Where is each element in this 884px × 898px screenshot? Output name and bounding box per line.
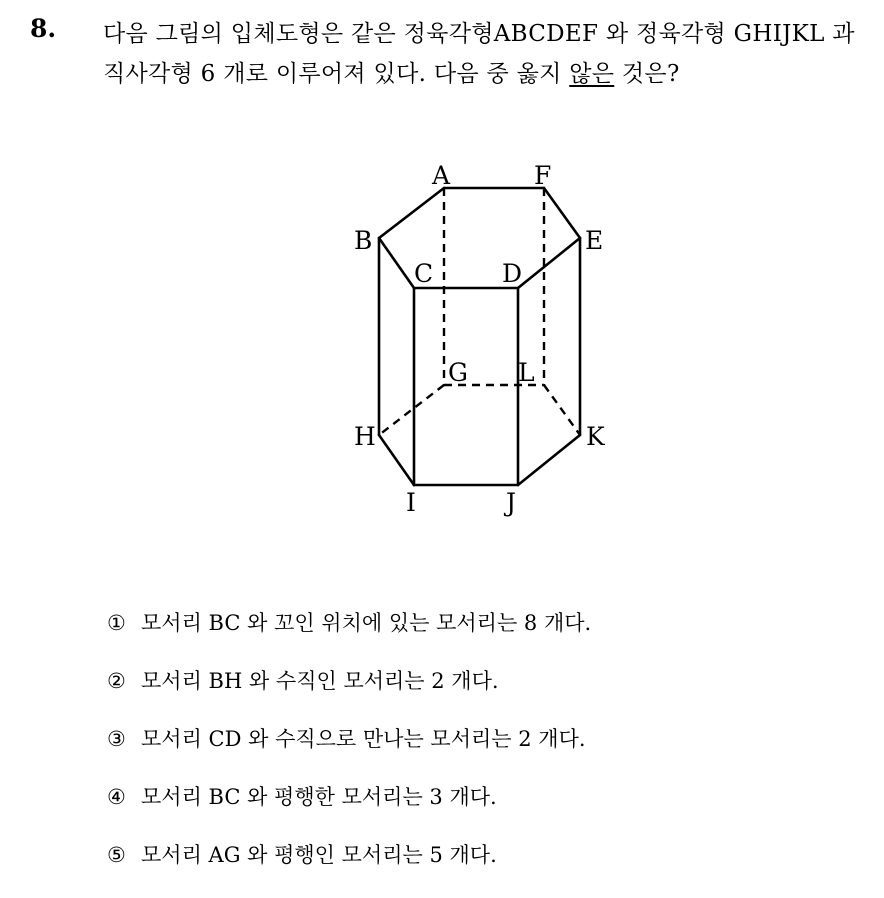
edge-FE <box>544 188 580 238</box>
question-stem-end: 것은? <box>614 61 680 87</box>
edge-HI <box>379 435 414 485</box>
choice-text: 모서리 AG 와 평행인 모서리는 5 개다. <box>141 843 497 867</box>
vertex-label-I: I <box>406 488 416 517</box>
vertex-label-F: F <box>534 161 552 190</box>
edge-BA <box>379 188 444 238</box>
question-stem-text: 다음 그림의 입체도형은 같은 정육각형ABCDEF 와 정육각형 GHIJKL 과 직사각형 6 개로 이루어져 있다. 다음 중 옳지 <box>103 21 855 87</box>
choice-marker: ① <box>107 611 126 635</box>
choice-marker: ③ <box>107 727 126 751</box>
hidden-edge-GH <box>379 385 444 435</box>
answer-choices <box>107 608 591 898</box>
choice-text: 모서리 BC 와 꼬인 위치에 있는 모서리는 8 개다. <box>141 611 592 635</box>
vertex-label-K: K <box>586 422 605 451</box>
vertex-label-G: G <box>448 358 468 387</box>
choice-marker: ② <box>107 669 126 693</box>
vertex-label-B: B <box>354 226 373 255</box>
vertex-label-J: J <box>506 488 517 517</box>
question-stem-emphasis: 않은 <box>569 61 615 87</box>
edge-CB <box>379 238 414 288</box>
choice-4[interactable] <box>107 782 591 840</box>
hidden-edge-LK <box>544 385 580 435</box>
choice-marker: ⑤ <box>107 843 126 867</box>
vertex-label-C: C <box>414 259 434 288</box>
choice-text: 모서리 BH 와 수직인 모서리는 2 개다. <box>141 669 499 693</box>
vertex-label-H: H <box>354 422 376 451</box>
choice-2[interactable] <box>107 666 591 724</box>
vertex-label-L: L <box>518 358 535 387</box>
edge-JK <box>518 435 580 485</box>
vertex-label-A: A <box>432 161 451 190</box>
choice-3[interactable] <box>107 724 591 782</box>
hexagonal-prism-figure <box>340 150 620 530</box>
vertex-label-D: D <box>502 259 523 288</box>
choice-text: 모서리 CD 와 수직으로 만나는 모서리는 2 개다. <box>141 727 586 751</box>
hexagonal-prism-diagram <box>340 150 620 530</box>
choice-5[interactable] <box>107 840 591 898</box>
question-number: 8. <box>30 14 57 43</box>
question-stem <box>103 14 873 94</box>
vertex-label-E: E <box>585 226 604 255</box>
choice-marker: ④ <box>107 785 126 809</box>
edge-ED <box>518 238 580 288</box>
choice-1[interactable] <box>107 608 591 666</box>
choice-text: 모서리 BC 와 평행한 모서리는 3 개다. <box>141 785 497 809</box>
